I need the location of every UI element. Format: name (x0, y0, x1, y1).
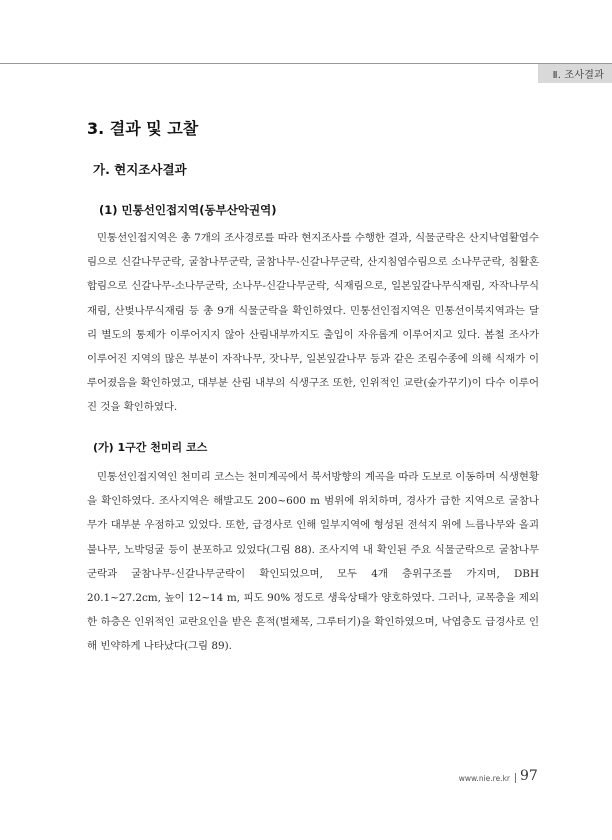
course-heading: (가) 1구간 천미리 코스 (93, 441, 208, 454)
header-rule (0, 63, 612, 64)
chapter-label: Ⅱ. 조사결과 (552, 70, 604, 81)
course-paragraph-text: 민통선인접지역인 천미리 코스는 천미계곡에서 북서방향의 계곡을 따라 도보로 이동하며 식생현황을 확인하였다. 조사지역은 해발고도 200~600 m 범위에 위치하며, 경사가 급한 지역으로 굴참나무가 대부분 우점하고 있었다. 또한, 급경사로 인해 일부지역에 형성된 전석지 위에 느릅나무와 올괴불나무, 노박덩굴 등이 분포하고 있었다(그림 88). 조사지역 내 확인된 주요 식물군락으로 굴참나무군락과 굴참나무-신갈나무군락이 확인되었으며, 모두 4개 층위구조를 가지며, DBH 20.1~27.2cm, 높이 12~14 m, 피도 90% 정도로 생육상태가 양호하였다. 그러나, 교목층을 제외한 하층은 인위적인 교란요인을 받은 흔적(벌채목, 그루터기)을 확인하였으며, 낙엽층도 급경사로 인해 빈약하게 나타났다(그림 89). (87, 471, 539, 653)
footer-url: www.nie.re.kr (458, 774, 510, 783)
subsection-heading: 가. 현지조사결과 (93, 162, 187, 177)
region-paragraph-text: 민통선인접지역은 총 7개의 조사경로를 따라 현지조사를 수행한 결과, 식물군락은 산지낙엽활엽수림으로 신갈나무군락, 굴참나무군락, 굴참나무-신갈나무군락, 산지침엽수림으로 소나무군락, 침활혼합림으로 신갈나무-소나무군락, 소나무-신갈나무군락, 식재림으로, 일본잎갈나무식재림, 자작나무식재림, 산벚나무식재림 등 총 9개 식물군락을 확인하였다. 민통선인접지역은 민통선이북지역과는 달리 별도의 통제가 이루어지지 않아 산림내부까지도 출입이 자유롭게 이루어지고 있다. 봄철 조사가 이루어진 지역의 많은 부분이 자작나무, 잣나무, 일본잎갈나무 등과 같은 조림수종에 의해 식재가 이루어졌음을 확인하였고, 대부분 산림 내부의 식생구조 또한, 인위적인 교란(숲가꾸기)이 다수 이루어진 것을 확인하였다. (87, 232, 539, 414)
section-heading: 3. 결과 및 고찰 (87, 119, 199, 138)
page-number: 97 (520, 768, 538, 784)
footer-separator (515, 773, 516, 783)
course-paragraph (87, 465, 539, 659)
region-paragraph (87, 226, 539, 420)
region-heading: (1) 민통선인접지역(동부산악권역) (99, 203, 277, 217)
